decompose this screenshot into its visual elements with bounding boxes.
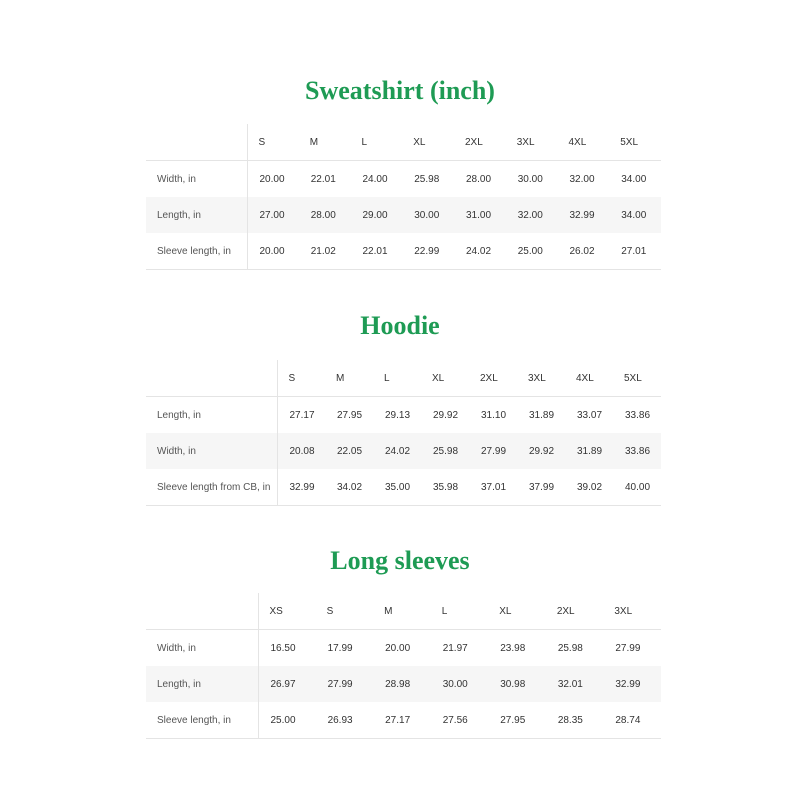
row-label: Sleeve length from CB, in: [146, 469, 277, 506]
size-header: XL: [402, 124, 454, 161]
table-cell: 28.74: [603, 702, 661, 739]
size-header: 3XL: [506, 124, 558, 161]
table-cell: 26.02: [558, 233, 610, 270]
table-cell: 20.08: [277, 433, 325, 469]
size-header: 2XL: [454, 124, 506, 161]
table-cell: 33.86: [613, 433, 661, 469]
size-header: S: [277, 360, 325, 397]
table-cell: 16.50: [270, 642, 296, 654]
table-cell: 31.00: [454, 197, 506, 233]
row-label: Length, in: [146, 397, 277, 434]
size-header: L: [373, 360, 421, 397]
table-cell: 26.97: [258, 666, 316, 702]
size-header: M: [373, 593, 431, 630]
size-header: XL: [488, 593, 546, 630]
table-cell: 27.99: [469, 433, 517, 469]
size-header: 5XL: [613, 360, 661, 397]
size-header: XS: [258, 593, 316, 630]
table-cell: 34.02: [325, 469, 373, 506]
row-label: Sleeve length, in: [146, 702, 258, 739]
table-header-row: [146, 360, 661, 397]
table-cell: 27.95: [488, 702, 546, 739]
hoodie-size-table: [146, 360, 661, 506]
table-cell: 24.02: [373, 433, 421, 469]
size-header: 3XL: [517, 360, 565, 397]
row-label: Sleeve length, in: [146, 233, 247, 270]
table-cell: 31.89: [529, 409, 555, 421]
table-cell: 34.00: [621, 173, 647, 185]
hoodie-title: Hoodie: [360, 311, 440, 340]
table-header-row: [146, 124, 661, 161]
table-cell: 30.98: [488, 666, 546, 702]
table-cell: 32.99: [558, 197, 610, 233]
table-cell: 22.05: [325, 433, 373, 469]
table-cell: 28.35: [546, 702, 604, 739]
table-cell: 22.01: [351, 233, 403, 270]
table-cell: 32.00: [569, 173, 595, 185]
row-label: Length, in: [146, 666, 258, 702]
table-cell: 22.01: [310, 173, 336, 185]
table-cell: 27.99: [316, 666, 374, 702]
table-cell: 25.98: [414, 173, 440, 185]
table-cell: 29.92: [517, 433, 565, 469]
table-row: [146, 233, 661, 270]
table-cell: 30.00: [431, 666, 489, 702]
table-cell: 30.00: [517, 173, 543, 185]
table-cell: 31.89: [565, 433, 613, 469]
table-row: [146, 197, 661, 233]
table-cell: 27.99: [615, 642, 641, 654]
table-cell: 29.00: [351, 197, 403, 233]
table-cell: 27.56: [431, 702, 489, 739]
table-cell: 28.00: [299, 197, 351, 233]
table-cell: 20.00: [259, 173, 285, 185]
table-cell: 25.98: [421, 433, 469, 469]
table-row: [146, 161, 661, 198]
sweatshirt-title: Sweatshirt (inch): [305, 76, 495, 105]
table-cell: 21.97: [442, 642, 468, 654]
table-cell: 29.92: [433, 409, 459, 421]
table-cell: 20.00: [385, 642, 411, 654]
corner-cell: [146, 360, 277, 397]
table-row: [146, 630, 661, 667]
table-row: [146, 666, 661, 702]
size-header: 4XL: [565, 360, 613, 397]
table-cell: 20.00: [247, 233, 299, 270]
corner-cell: [146, 593, 258, 630]
table-cell: 32.99: [603, 666, 661, 702]
row-label: Length, in: [146, 197, 247, 233]
table-row: [146, 702, 661, 739]
size-header: XL: [421, 360, 469, 397]
size-header: L: [431, 593, 489, 630]
table-cell: 37.01: [469, 469, 517, 506]
table-cell: 28.00: [466, 173, 492, 185]
table-cell: 32.01: [546, 666, 604, 702]
table-row: [146, 397, 661, 434]
table-cell: 31.10: [481, 409, 507, 421]
table-cell: 32.00: [506, 197, 558, 233]
table-cell: 35.00: [373, 469, 421, 506]
table-cell: 39.02: [565, 469, 613, 506]
table-cell: 37.99: [517, 469, 565, 506]
table-cell: 28.98: [373, 666, 431, 702]
table-cell: 26.93: [316, 702, 374, 739]
long-sleeves-title: Long sleeves: [330, 546, 470, 575]
size-header: 2XL: [546, 593, 604, 630]
row-label: Width, in: [146, 630, 258, 667]
table-cell: 22.99: [402, 233, 454, 270]
size-header: S: [247, 124, 299, 161]
size-header: L: [351, 124, 403, 161]
table-cell: 29.13: [385, 409, 411, 421]
table-cell: 27.95: [337, 409, 363, 421]
table-cell: 24.02: [454, 233, 506, 270]
row-label: Width, in: [146, 433, 277, 469]
table-cell: 33.07: [577, 409, 603, 421]
table-cell: 25.98: [557, 642, 583, 654]
table-row: [146, 469, 661, 506]
size-header: M: [325, 360, 373, 397]
size-header: 2XL: [469, 360, 517, 397]
table-cell: 32.99: [277, 469, 325, 506]
size-header: 4XL: [558, 124, 610, 161]
table-cell: 23.98: [500, 642, 526, 654]
table-cell: 27.17: [373, 702, 431, 739]
table-cell: 24.00: [362, 173, 388, 185]
corner-cell: [146, 124, 247, 161]
size-header: 5XL: [609, 124, 661, 161]
table-cell: 40.00: [613, 469, 661, 506]
size-header: 3XL: [603, 593, 661, 630]
sweatshirt-size-table: [146, 124, 661, 270]
table-row: [146, 433, 661, 469]
table-cell: 30.00: [402, 197, 454, 233]
table-cell: 33.86: [625, 409, 651, 421]
table-cell: 21.02: [299, 233, 351, 270]
table-cell: 17.99: [327, 642, 353, 654]
table-cell: 27.01: [609, 233, 661, 270]
table-header-row: [146, 593, 661, 630]
long-sleeves-size-table: [146, 593, 661, 739]
table-cell: 25.00: [258, 702, 316, 739]
table-cell: 27.00: [247, 197, 299, 233]
table-cell: 34.00: [609, 197, 661, 233]
table-cell: 25.00: [506, 233, 558, 270]
size-header: M: [299, 124, 351, 161]
table-cell: 35.98: [421, 469, 469, 506]
row-label: Width, in: [146, 161, 247, 198]
table-cell: 27.17: [289, 409, 315, 421]
size-header: S: [316, 593, 374, 630]
